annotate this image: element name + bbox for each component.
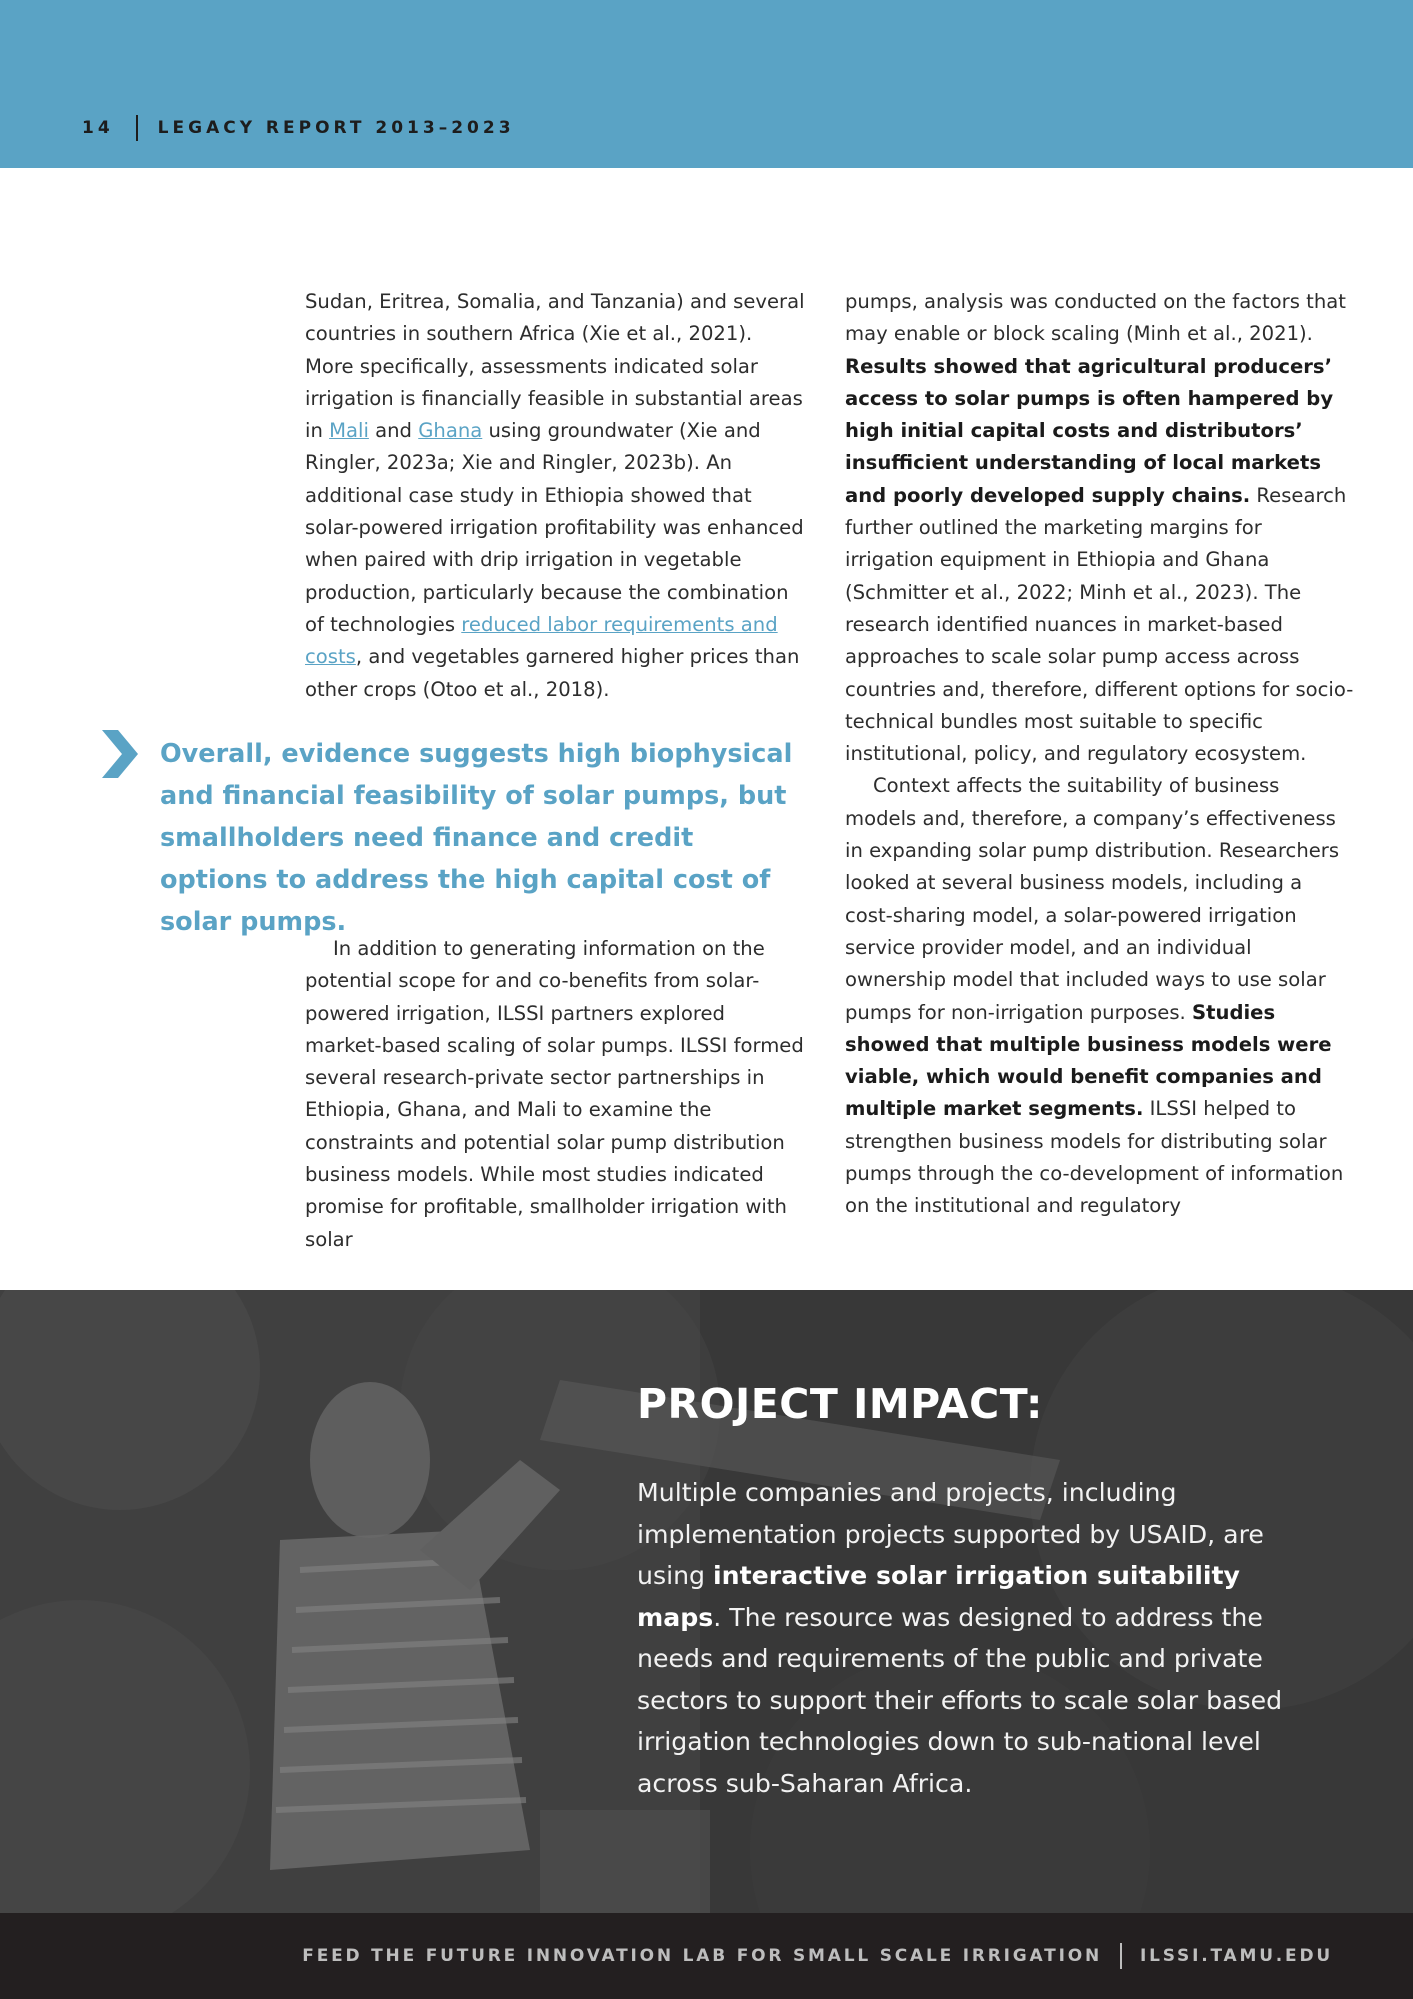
text-run: Context affects the suitability of business models and, therefore, a company’s effectiveness in expanding solar pump distribution. Researchers looked at several business models, including a cost-sharing model, a solar-powered irrigation service provider model, and an individual ownership model that included ways to use solar pumps for non-irrigation purposes. — [845, 774, 1340, 1024]
text-run: pumps, analysis was conducted on the factors that may enable or block scaling (Minh et al., 2021). — [845, 290, 1346, 346]
paragraph-scaling-factors — [845, 286, 1355, 770]
footer-divider — [1120, 1943, 1122, 1969]
page-header — [0, 0, 1413, 168]
text-run: Multiple companies and projects, including implementation projects supported by USAID, are using — [637, 1478, 1264, 1590]
paragraph-market-scaling: In addition to generating information on the potential scope for and co-benefits from solar-powered irrigation, ILSSI partners explored market-based scaling of solar pumps. ILSSI formed several research-private sector partnerships in Ethiopia, Ghana, and Mali to examine the constraints and potential solar pump distribution business models. While most studies indicated promise for profitable, smallholder irrigation with solar — [305, 937, 804, 1251]
link-reduced-labor[interactable]: reduced labor requirements and costs — [305, 612, 778, 669]
text-run: Sudan, Eritrea, Somalia, and Tanzania) and several countries in southern Africa (Xie et al., 2021). More specifically, assessments indicated solar irrigation is financially feasible in substantial areas in — [305, 290, 805, 443]
footer-organization: FEED THE FUTURE INNOVATION LAB FOR SMALL SCALE IRRIGATION — [302, 1946, 1102, 1966]
left-column-top — [305, 286, 805, 706]
text-run: Research further outlined the marketing margins for irrigation equipment in Ethiopia and Ghana (Schmitter et al., 2022; Minh et al., 2023). The research identified nuances in market-based approaches to scale solar pump access across countries and, therefore, different options for socio-technical bundles most suitable to specific institutional, policy, and regulatory ecosystem. — [845, 483, 1354, 766]
footer-website[interactable]: ILSSI.TAMU.EDU — [1139, 1946, 1333, 1966]
text-run: . The resource was designed to address the needs and requirements of the public and private sectors to support their efforts to scale solar based irrigation technologies down to sub-national level across sub-Saharan Africa. — [637, 1602, 1283, 1798]
chevron-right-icon — [100, 728, 140, 780]
bold-highlight: interactive solar irrigation suitability maps — [637, 1561, 1240, 1632]
link-ghana[interactable]: Ghana — [418, 419, 483, 443]
left-column-bottom — [305, 933, 805, 1256]
impact-title: PROJECT IMPACT: — [637, 1380, 1043, 1428]
text-run: , and vegetables garnered higher prices than other crops (Otoo et al., 2018). — [305, 645, 800, 701]
text-run: and — [368, 419, 419, 443]
project-impact-section — [0, 1290, 1413, 1913]
page-footer — [0, 1913, 1413, 1999]
paragraph-feasibility — [305, 286, 805, 706]
right-column — [845, 286, 1355, 1223]
text-run: ILSSI helped to strengthen business models for distributing solar pumps through the co-development of information on the institutional and regulatory — [845, 1097, 1344, 1218]
bold-finding: Results showed that agricultural producers’ access to solar pumps is often hampered by high initial capital costs and distributors’ insufficient understanding of local markets and poorly developed supply chains. — [845, 354, 1334, 507]
pull-quote: Overall, evidence suggests high biophysical and financial feasibility of solar pumps, but smallholders need finance and credit options to address the high capital cost of solar pumps. — [160, 739, 793, 937]
link-mali[interactable]: Mali — [329, 419, 369, 443]
page-number: 14 — [82, 118, 114, 138]
bold-finding: Studies showed that multiple business models were viable, which would benefit companies and multiple market segments. — [845, 1000, 1332, 1121]
report-title: LEGACY REPORT 2013–2023 — [157, 118, 515, 138]
footer-bar — [302, 1943, 1333, 1969]
paragraph-business-models — [845, 770, 1355, 1222]
impact-body — [637, 1472, 1327, 1804]
header-divider — [136, 115, 138, 141]
text-run: using groundwater (Xie and Ringler, 2023a; Xie and Ringler, 2023b). An additional case study in Ethiopia showed that solar-powered irrigation profitability was enhanced when paired with drip irrigation in vegetable production, particularly because the combination of technologies — [305, 419, 804, 636]
header-bar — [82, 115, 515, 141]
